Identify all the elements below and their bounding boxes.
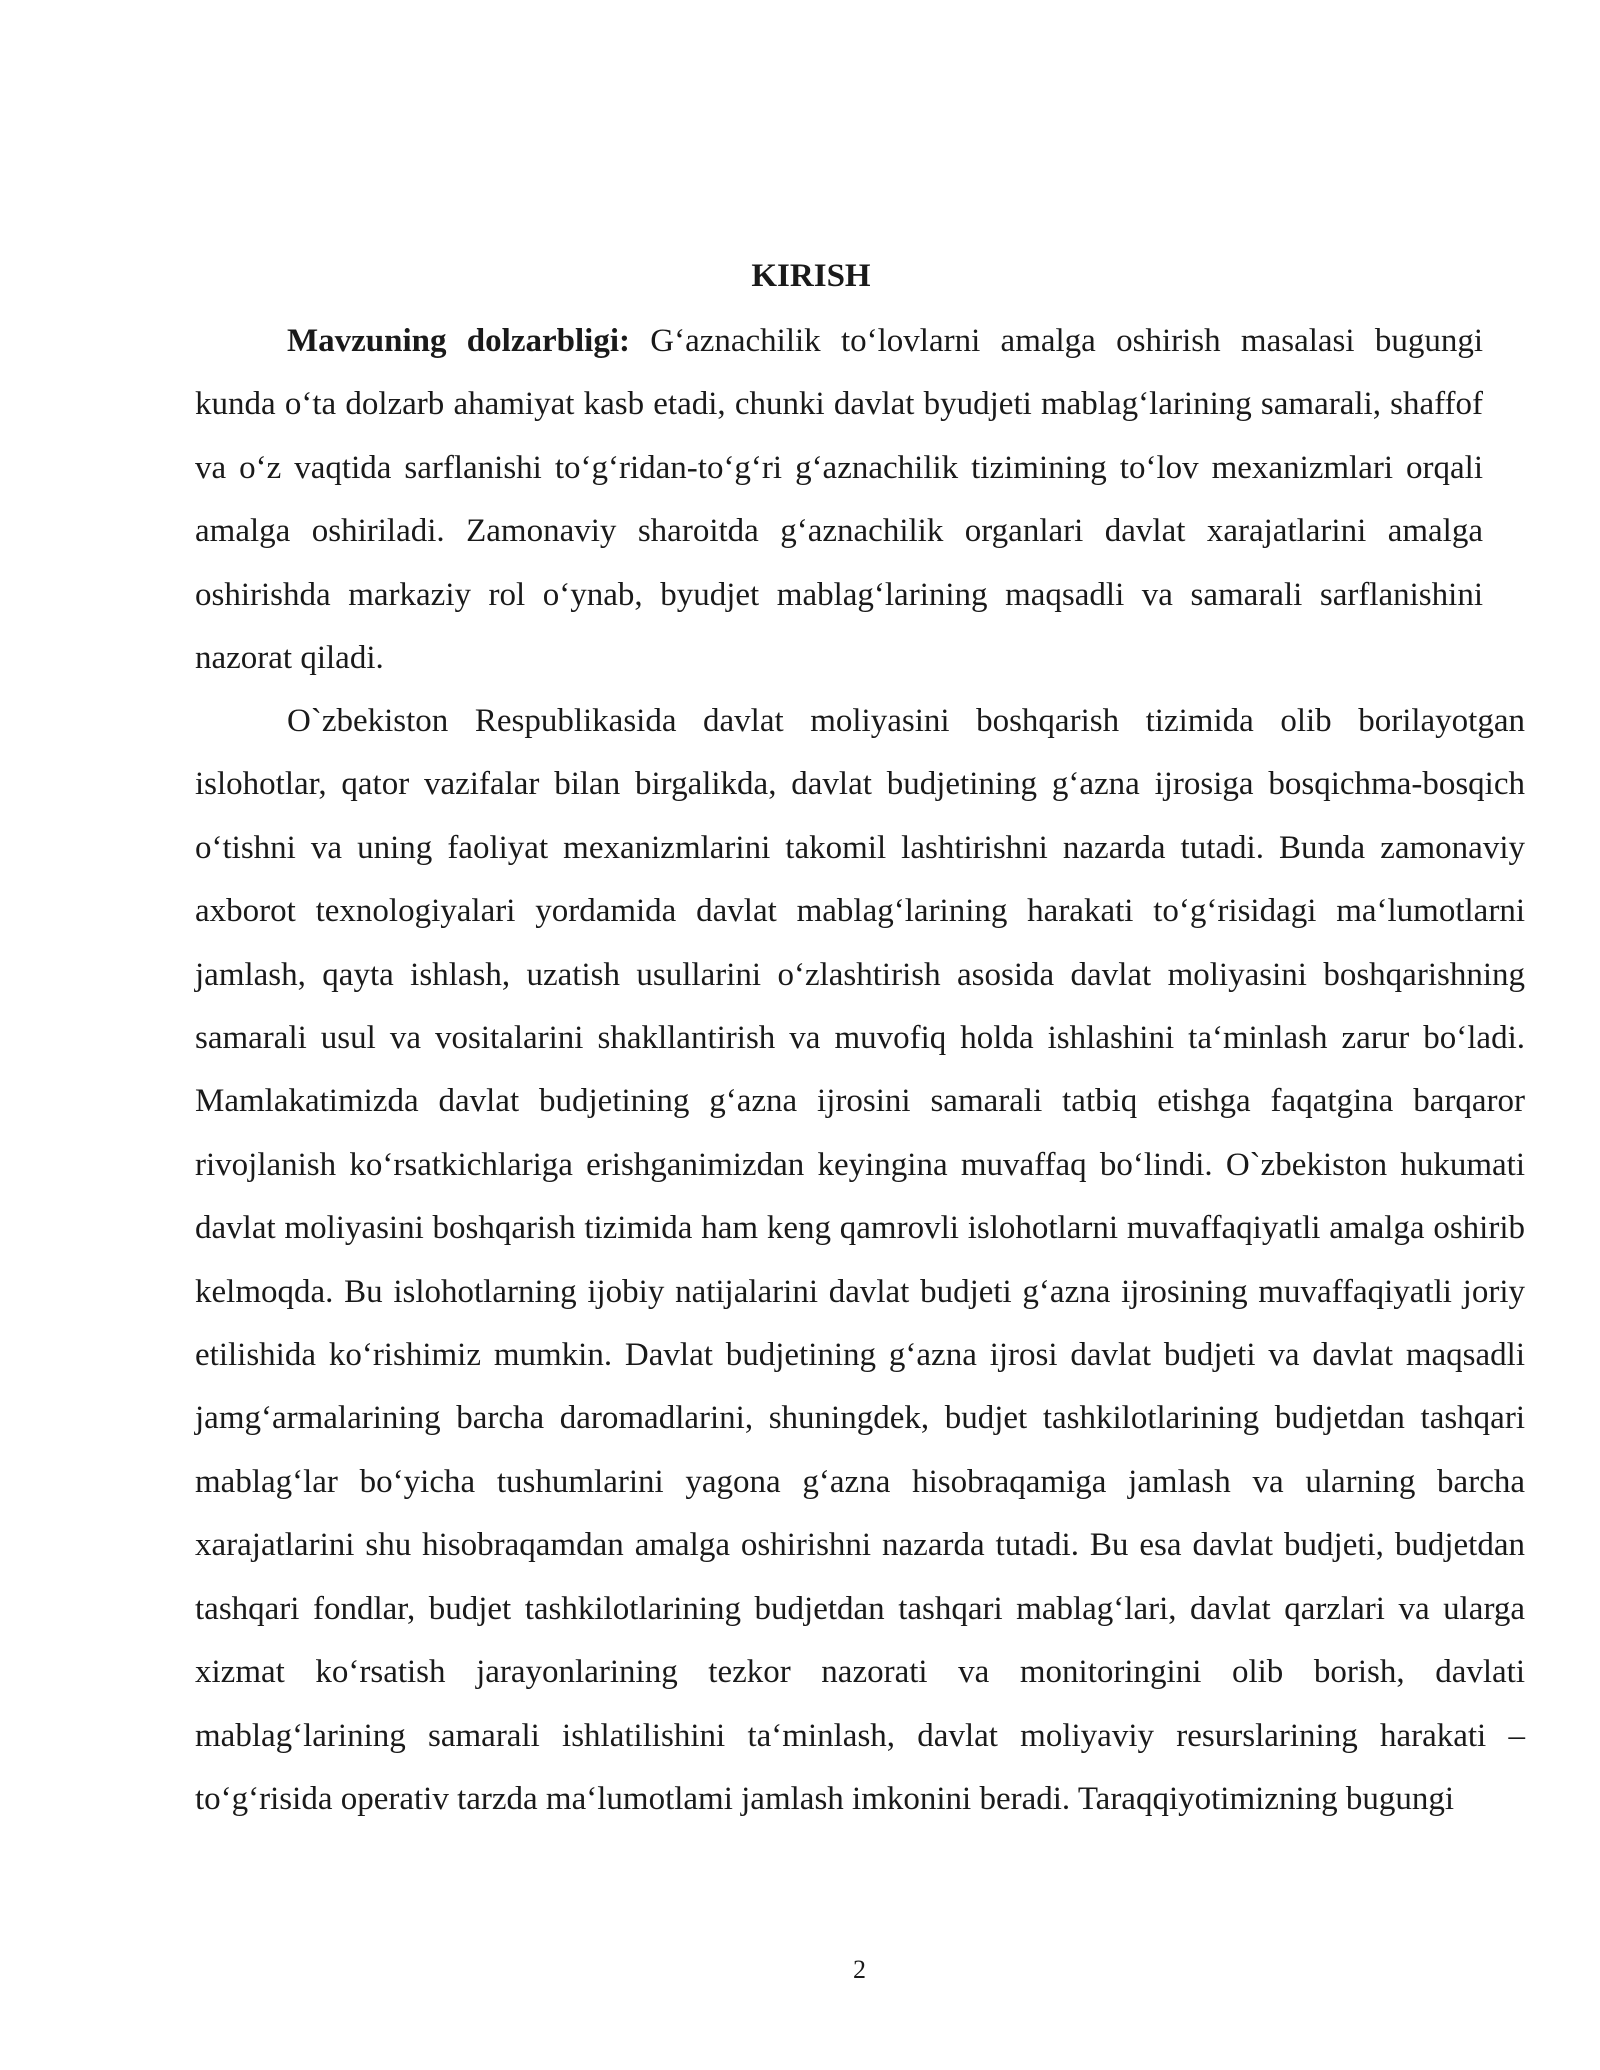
section-title: KIRISH <box>751 258 871 294</box>
intro-lead: Mavzuning dolzarbligi: <box>287 323 630 359</box>
body-paragraph: O`zbekiston Respublikasida davlat moliyasini boshqarish tizimida olib borilayotgan islohotlar, qator vazifalar bilan birgalikda, davlat budjetining g‘azna ijrosiga bosqichma-bosqich o‘tishni va uning faoliyat mexanizmlarini takomil lashtirishni nazarda tutadi. Bunda zamonaviy axborot texnologiyalari yordamida davlat mablag‘larining harakati to‘g‘risidagi ma‘lumotlarni jamlash, qayta ishlash, uzatish usullarini o‘zlashtirish asosida davlat moliyasini boshqarishning samarali usul va vositalarini shakllantirish va muvofiq holda ishlashini ta‘minlash zarur bo‘ladi. Mamlakatimizda davlat budjetining g‘azna ijrosini samarali tatbiq etishga faqatgina barqaror rivojlanish ko‘rsatkichlariga erishganimizdan keyingina muvaffaq bo‘lindi. O`zbekiston hukumati davlat moliyasini boshqarish tizimida ham keng qamrovli islohotlarni muvaffaqiyatli amalga oshirib kelmoqda. Bu islohotlarning ijobiy natijalarini davlat budjeti g‘azna ijrosining muvaffaqiyatli joriy etilishida ko‘rishimiz mumkin. Davlat budjetining g‘azna ijrosi davlat budjeti va davlat maqsadli jamg‘armalarining barcha daromadlarini, shuningdek, budjet tashkilotlarining budjetdan tashqari mablag‘lar bo‘yicha tushumlarini yagona g‘azna hisobraqamiga jamlash va ularning barcha xarajatlarini shu hisobraqamdan amalga oshirishni nazarda tutadi. Bu esa davlat budjeti, budjetdan tashqari fondlar, budjet tashkilotlarining budjetdan tashqari mablag‘lari, davlat qarzlari va ularga xizmat ko‘rsatish jarayonlarining tezkor nazorati va monitoringini olib borish, davlati mablag‘larining samarali ishlatilishini ta‘minlash, davlat moliyaviy resurslarining harakati – to‘g‘risida operativ tarzda ma‘lumotlami jamlash imkonini beradi. Taraqqiyotimizning bugungi <box>195 703 1525 1817</box>
intro-text: G‘aznachilik to‘lovlarni amalga oshirish masalasi bugungi kunda o‘ta dolzarb ahamiyat kasb etadi, chunki davlat byudjeti mablag‘larining samarali, shaffof va o‘z vaqtida sarflanishi to‘g‘ridan-to‘g‘ri g‘aznachilik tizimining to‘lov mexanizmlari orqali amalga oshiriladi. Zamonaviy sharoitda g‘aznachilik organlari davlat xarajatlarini amalga oshirishda markaziy rol o‘ynab, byudjet mablag‘larining maqsadli va samarali sarflanishini nazorat qiladi. <box>195 323 1483 677</box>
page-number: 2 <box>853 1955 866 1984</box>
intro-paragraph <box>195 310 1483 690</box>
